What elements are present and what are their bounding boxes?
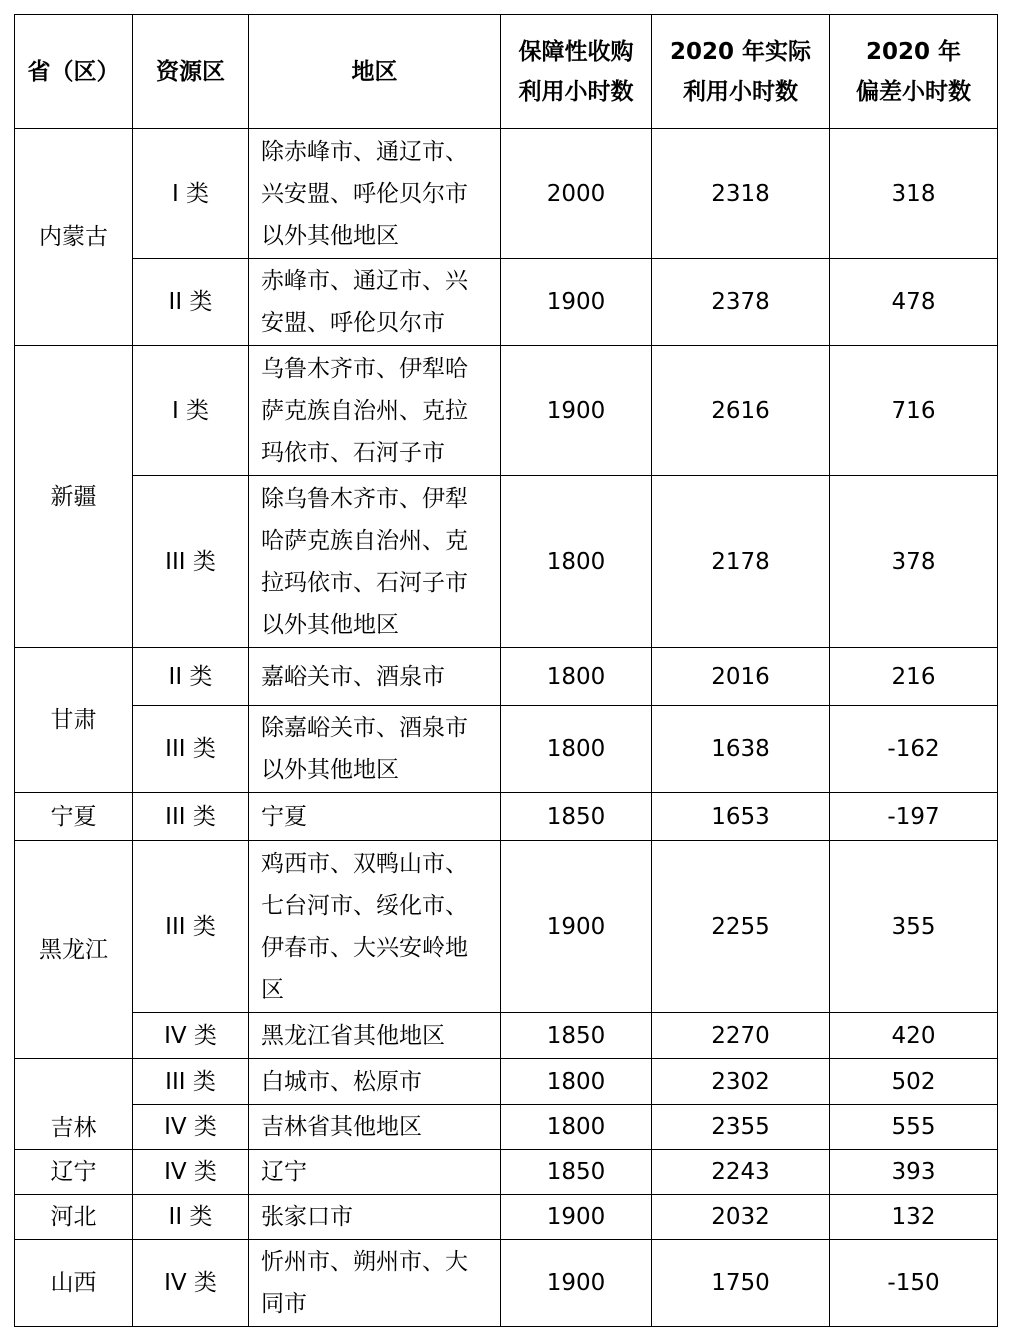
deviation-cell: 420	[830, 1013, 998, 1059]
guaranteed-cell: 1800	[501, 1105, 652, 1150]
header-guaranteed-hours: 保障性收购 利用小时数	[501, 15, 652, 129]
table-row	[15, 648, 998, 706]
table-row	[15, 476, 998, 648]
deviation-cell: -197	[830, 793, 998, 841]
guaranteed-cell: 1850	[501, 1150, 652, 1195]
actual-cell: 2378	[652, 259, 830, 346]
deviation-cell: 555	[830, 1105, 998, 1150]
table-row	[15, 1150, 998, 1195]
zone-cell: IV 类	[133, 1105, 249, 1150]
guaranteed-cell: 1900	[501, 1240, 652, 1327]
header-province: 省（区）	[15, 15, 133, 129]
zone-cell: I 类	[133, 346, 249, 476]
wind-power-hours-table	[14, 14, 998, 1327]
actual-cell: 2318	[652, 129, 830, 259]
table-row	[15, 1059, 998, 1105]
header-actual-hours: 2020 年实际 利用小时数	[652, 15, 830, 129]
zone-cell: II 类	[133, 1195, 249, 1240]
table-row	[15, 706, 998, 793]
area-cell: 除乌鲁木齐市、伊犁哈萨克族自治州、克拉玛依市、石河子市以外其他地区	[249, 476, 501, 648]
guaranteed-cell: 1850	[501, 1013, 652, 1059]
area-cell: 嘉峪关市、酒泉市	[249, 648, 501, 706]
guaranteed-cell: 1900	[501, 259, 652, 346]
zone-cell: III 类	[133, 706, 249, 793]
actual-cell: 2255	[652, 841, 830, 1013]
actual-cell: 2355	[652, 1105, 830, 1150]
deviation-cell: 318	[830, 129, 998, 259]
deviation-cell: 378	[830, 476, 998, 648]
zone-cell: III 类	[133, 793, 249, 841]
area-cell: 张家口市	[249, 1195, 501, 1240]
guaranteed-cell: 1800	[501, 648, 652, 706]
zone-cell: IV 类	[133, 1013, 249, 1059]
guaranteed-cell: 1850	[501, 793, 652, 841]
deviation-cell: -150	[830, 1240, 998, 1327]
guaranteed-cell: 1800	[501, 1059, 652, 1105]
area-cell: 赤峰市、通辽市、兴安盟、呼伦贝尔市	[249, 259, 501, 346]
guaranteed-cell: 1800	[501, 706, 652, 793]
guaranteed-cell: 1900	[501, 346, 652, 476]
actual-cell: 2016	[652, 648, 830, 706]
deviation-cell: 393	[830, 1150, 998, 1195]
area-cell: 除嘉峪关市、酒泉市以外其他地区	[249, 706, 501, 793]
area-cell: 鸡西市、双鸭山市、七台河市、绥化市、伊春市、大兴安岭地区	[249, 841, 501, 1013]
actual-cell: 1750	[652, 1240, 830, 1327]
area-cell: 乌鲁木齐市、伊犁哈萨克族自治州、克拉玛依市、石河子市	[249, 346, 501, 476]
actual-cell: 1653	[652, 793, 830, 841]
guaranteed-cell: 1900	[501, 1195, 652, 1240]
deviation-cell: 132	[830, 1195, 998, 1240]
actual-cell: 2032	[652, 1195, 830, 1240]
province-cell: 宁夏	[15, 793, 133, 841]
province-cell: 甘肃	[15, 648, 133, 793]
province-cell: 河北	[15, 1195, 133, 1240]
table-row	[15, 1105, 998, 1150]
zone-cell: IV 类	[133, 1240, 249, 1327]
header-area: 地区	[249, 15, 501, 129]
deviation-cell: 502	[830, 1059, 998, 1105]
area-cell: 白城市、松原市	[249, 1059, 501, 1105]
header-deviation-hours: 2020 年 偏差小时数	[830, 15, 998, 129]
table-row	[15, 793, 998, 841]
actual-cell: 1638	[652, 706, 830, 793]
guaranteed-cell: 2000	[501, 129, 652, 259]
deviation-cell: -162	[830, 706, 998, 793]
actual-cell: 2178	[652, 476, 830, 648]
deviation-cell: 716	[830, 346, 998, 476]
header-row	[15, 15, 998, 129]
actual-cell: 2302	[652, 1059, 830, 1105]
zone-cell: II 类	[133, 259, 249, 346]
table-row	[15, 1013, 998, 1059]
table-row	[15, 129, 998, 259]
province-cell: 黑龙江	[15, 841, 133, 1059]
province-cell: 吉林	[15, 1059, 133, 1150]
guaranteed-cell: 1900	[501, 841, 652, 1013]
area-cell: 宁夏	[249, 793, 501, 841]
actual-cell: 2243	[652, 1150, 830, 1195]
guaranteed-cell: 1800	[501, 476, 652, 648]
actual-cell: 2270	[652, 1013, 830, 1059]
zone-cell: III 类	[133, 476, 249, 648]
actual-cell: 2616	[652, 346, 830, 476]
area-cell: 黑龙江省其他地区	[249, 1013, 501, 1059]
province-cell: 辽宁	[15, 1150, 133, 1195]
area-cell: 忻州市、朔州市、大同市	[249, 1240, 501, 1327]
zone-cell: IV 类	[133, 1150, 249, 1195]
area-cell: 除赤峰市、通辽市、兴安盟、呼伦贝尔市以外其他地区	[249, 129, 501, 259]
zone-cell: I 类	[133, 129, 249, 259]
deviation-cell: 478	[830, 259, 998, 346]
table-row	[15, 841, 998, 1013]
zone-cell: II 类	[133, 648, 249, 706]
province-cell: 新疆	[15, 346, 133, 648]
table-row	[15, 1240, 998, 1327]
zone-cell: III 类	[133, 841, 249, 1013]
table-row	[15, 1195, 998, 1240]
table-row	[15, 259, 998, 346]
area-cell: 辽宁	[249, 1150, 501, 1195]
province-cell: 山西	[15, 1240, 133, 1327]
deviation-cell: 355	[830, 841, 998, 1013]
zone-cell: III 类	[133, 1059, 249, 1105]
area-cell: 吉林省其他地区	[249, 1105, 501, 1150]
province-cell: 内蒙古	[15, 129, 133, 346]
table-row	[15, 346, 998, 476]
header-zone: 资源区	[133, 15, 249, 129]
deviation-cell: 216	[830, 648, 998, 706]
